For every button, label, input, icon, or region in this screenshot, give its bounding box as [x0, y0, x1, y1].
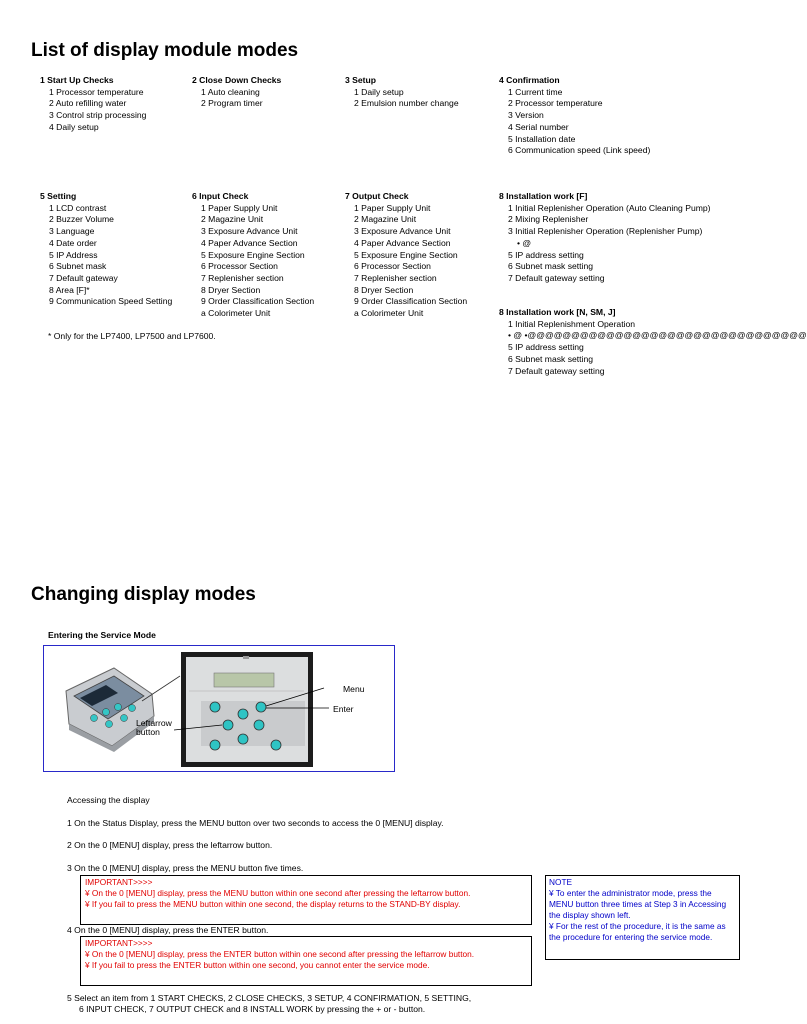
mode-column-close-down	[192, 75, 281, 110]
mode-item: 8 Dryer Section	[354, 284, 414, 295]
mode-item: 6 Subnet mask setting	[508, 261, 594, 272]
mode-heading: 6 Input Check	[192, 191, 249, 201]
mode-item: 3 Initial Replenisher Operation (Replenisher Pump)	[508, 226, 703, 237]
mode-heading: 5 Setting	[40, 191, 77, 201]
step-4: 4 On the 0 [MENU] display, press the ENTER button.	[67, 925, 269, 935]
mode-item: 9 Order Classification Section	[354, 296, 468, 307]
step-5-line-2: 6 INPUT CHECK, 7 OUTPUT CHECK and 8 INSTALL WORK by pressing the + or - button.	[79, 1004, 426, 1014]
mode-item: 1 Initial Replenishment Operation	[508, 318, 636, 329]
mode-item: 1 Paper Supply Unit	[201, 202, 278, 213]
mode-item: 2 Auto refilling water	[49, 98, 127, 109]
note-label: NOTE	[549, 877, 573, 887]
menu-label: Menu	[343, 684, 365, 694]
mode-heading: 3 Setup	[345, 75, 377, 85]
mode-heading: 8 Installation work [F]	[499, 191, 588, 201]
leftarrow-label-button: button	[136, 727, 160, 737]
mode-heading: 1 Start Up Checks	[40, 75, 114, 85]
mode-heading: 8 Installation work [N, SM, J]	[499, 307, 616, 317]
mode-heading: 7 Output Check	[345, 191, 409, 201]
mode-item: 2 Emulsion number change	[354, 98, 459, 109]
mode-item: 4 Date order	[49, 237, 97, 248]
mode-item: 3 Version	[508, 110, 544, 121]
mode-column-setup	[345, 75, 459, 110]
mode-item: 6 Subnet mask setting	[508, 353, 594, 364]
mode-item: 4 Daily setup	[49, 121, 99, 132]
page-title-display-modes: List of display module modes	[31, 40, 299, 61]
mode-heading: 4 Confirmation	[499, 75, 560, 85]
mode-item: 2 Magazine Unit	[201, 214, 264, 225]
control-panel-figure	[43, 645, 395, 772]
mode-heading: 2 Close Down Checks	[192, 75, 282, 85]
mode-item: 2 Magazine Unit	[354, 214, 417, 225]
footnote: * Only for the LP7400, LP7500 and LP7600.	[48, 331, 216, 341]
important-box-1	[80, 875, 532, 925]
important-box-2	[80, 936, 532, 986]
accessing-display-heading: Accessing the display	[67, 795, 150, 805]
important-line: ¥ If you fail to press the ENTER button within one second, you cannot enter the service mode.	[85, 960, 430, 970]
step-5-line-1: 5 Select an item from 1 START CHECKS, 2 CLOSE CHECKS, 3 SETUP, 4 CONFIRMATION, 5 SETTING,	[67, 993, 472, 1003]
mode-column-installation-f	[499, 191, 711, 285]
mode-item: 6 Subnet mask	[49, 261, 107, 272]
step-2: 2 On the 0 [MENU] display, press the leftarrow button.	[67, 840, 273, 850]
mode-item: 1 LCD contrast	[49, 202, 107, 213]
important-label: IMPORTANT>>>>	[85, 877, 153, 887]
mode-item: • @	[517, 237, 532, 248]
mode-column-start-up	[40, 75, 146, 134]
mode-item: 7 Default gateway	[49, 272, 118, 283]
mode-item: 1 Auto cleaning	[201, 86, 260, 97]
mode-item: 4 Serial number	[508, 121, 569, 132]
mode-item: 5 Exposure Engine Section	[354, 249, 458, 260]
mode-item: 6 Processor Section	[354, 261, 431, 272]
enter-label: Enter	[333, 704, 354, 714]
important-label: IMPORTANT>>>>	[85, 938, 153, 948]
mode-item: 4 Paper Advance Section	[354, 237, 451, 248]
note-box	[545, 875, 740, 960]
section-title-changing-modes: Changing display modes	[31, 584, 256, 605]
mode-item: a Colorimeter Unit	[354, 308, 424, 319]
important-line: ¥ On the 0 [MENU] display, press the ENTER button within one second after pressing the leftarrow button.	[85, 949, 475, 959]
mode-item: 5 Installation date	[508, 133, 576, 144]
mode-column-confirmation	[499, 75, 650, 157]
mode-item: 9 Order Classification Section	[201, 296, 315, 307]
mode-item: 8 Dryer Section	[201, 284, 261, 295]
mode-item: 7 Replenisher section	[354, 272, 437, 283]
panel-zoom-icon	[181, 652, 313, 767]
mode-item: 7 Default gateway setting	[508, 272, 605, 283]
mode-item: 5 Exposure Engine Section	[201, 249, 305, 260]
mode-item: 6 Processor Section	[201, 261, 278, 272]
mode-item: a Colorimeter Unit	[201, 308, 271, 319]
step-1: 1 On the Status Display, press the MENU button over two seconds to access the 0 [MENU] display.	[67, 818, 444, 828]
mode-item: • @ •@@@@@@@@@@@@@@@@@@@@@@@@@@@@@@@@	[508, 330, 807, 341]
mode-item: 4 Paper Advance Section	[201, 237, 298, 248]
device-small-icon	[66, 668, 180, 752]
subsection-title: Entering the Service Mode	[48, 630, 156, 640]
mode-item: 1 Daily setup	[354, 86, 404, 97]
mode-column-setting	[40, 191, 172, 308]
mode-item: 3 Language	[49, 226, 95, 237]
mode-column-installation-nsmj	[499, 307, 807, 377]
mode-item: 1 Processor temperature	[49, 86, 144, 97]
mode-column-input-check	[192, 191, 314, 320]
mode-item: 5 IP Address	[49, 249, 98, 260]
important-line: ¥ On the 0 [MENU] display, press the MENU button within one second after pressing the leftarrow button.	[85, 888, 471, 898]
note-line: ¥ To enter the administrator mode, press the MENU button three times at Step 3 in Accessing the display shown left.	[549, 888, 727, 920]
mode-item: 2 Processor temperature	[508, 98, 603, 109]
mode-item: 5 IP address setting	[508, 342, 584, 353]
mode-item: 1 Paper Supply Unit	[354, 202, 431, 213]
mode-item: 6 Communication speed (Link speed)	[508, 145, 651, 156]
important-line: ¥ If you fail to press the MENU button within one second, the display returns to the STAND-BY display.	[85, 899, 461, 909]
mode-item: 7 Replenisher section	[201, 272, 284, 283]
mode-item: 2 Buzzer Volume	[49, 214, 114, 225]
step-3: 3 On the 0 [MENU] display, press the MENU button five times.	[67, 863, 304, 873]
mode-item: 3 Control strip processing	[49, 110, 147, 121]
mode-item: 2 Mixing Replenisher	[508, 214, 589, 225]
mode-item: 2 Program timer	[201, 98, 263, 109]
note-line: ¥ For the rest of the procedure, it is the same as the procedure for entering the service mode.	[549, 921, 726, 942]
mode-item: 8 Area [F]*	[49, 284, 90, 295]
leftarrow-label: Leftarrow	[136, 718, 172, 728]
mode-item: 1 Initial Replenisher Operation (Auto Cleaning Pump)	[508, 202, 711, 213]
mode-item: 1 Current time	[508, 86, 563, 97]
mode-item: 3 Exposure Advance Unit	[201, 226, 298, 237]
mode-item: 7 Default gateway setting	[508, 365, 605, 376]
mode-item: 5 IP address setting	[508, 249, 584, 260]
mode-column-output-check	[345, 191, 467, 320]
mode-item: 3 Exposure Advance Unit	[354, 226, 451, 237]
mode-item: 9 Communication Speed Setting	[49, 296, 173, 307]
